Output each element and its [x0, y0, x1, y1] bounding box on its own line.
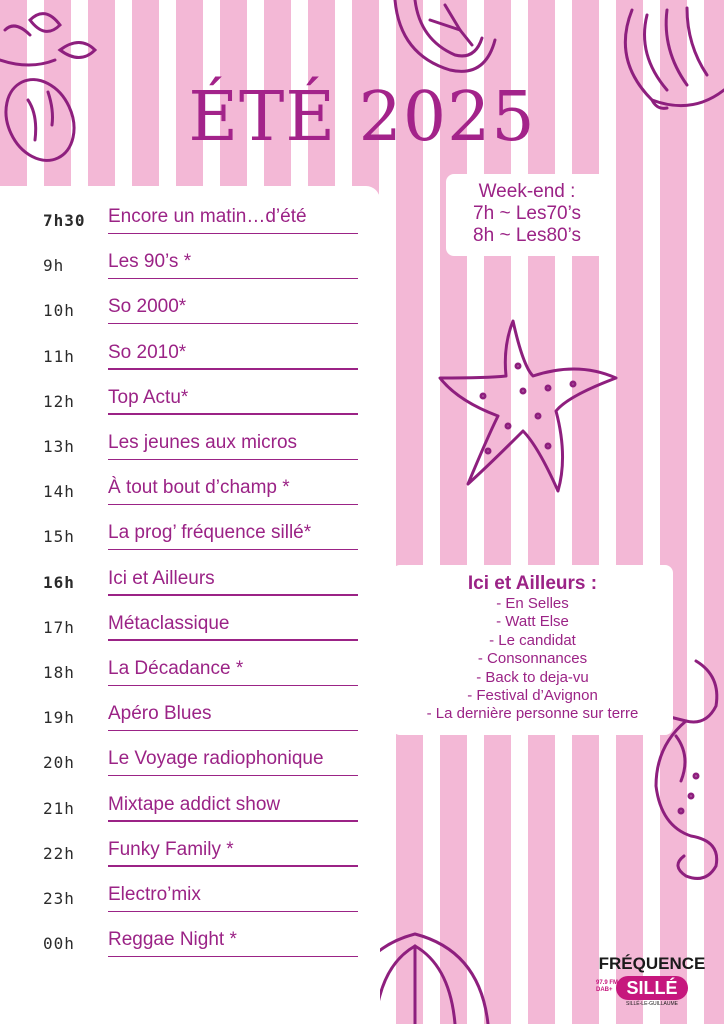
schedule-row: [0, 691, 380, 731]
schedule-time: 16h: [43, 572, 75, 592]
logo-dab: DAB+: [596, 987, 613, 993]
schedule-show-title: Ici et Ailleurs: [108, 567, 215, 589]
schedule-underline: [108, 233, 358, 235]
schedule-time: 00h: [43, 934, 75, 954]
orange-slice-illustration: [390, 0, 500, 80]
schedule-row: [0, 556, 380, 596]
schedule-show-title: Métaclassique: [108, 612, 230, 634]
schedule-show-title: Les jeunes aux micros: [108, 432, 298, 453]
schedule-underline: [108, 956, 358, 958]
ici-ailleurs-item: - Consonnances: [477, 650, 588, 668]
page-title: ÉTÉ 2025: [188, 78, 536, 157]
schedule-show-title: À tout bout d’champ *: [108, 477, 290, 499]
logo-name-pill: SILLÉ: [616, 976, 687, 1000]
ici-ailleurs-item: - Back to deja-vu: [476, 668, 589, 686]
schedule-underline: [108, 368, 358, 370]
ici-ailleurs-info-box: [392, 565, 673, 735]
schedule-show-title: Apéro Blues: [108, 703, 212, 725]
weekend-line: 8h ~ Les80’s: [473, 225, 581, 246]
schedule-time: 10h: [43, 301, 75, 321]
schedule-time: 9h: [43, 256, 65, 276]
ici-ailleurs-item: - Le candidat: [489, 631, 576, 649]
schedule-underline: [108, 865, 358, 867]
logo-frequency-block: [596, 980, 618, 994]
schedule-time: 23h: [43, 889, 75, 908]
schedule-panel: [0, 186, 380, 1024]
weekend-line: 7h ~ Les70’s: [473, 203, 581, 224]
schedule-underline: [108, 639, 358, 641]
schedule-row: [0, 782, 380, 822]
schedule-show-title: La prog’ fréquence sillé*: [108, 522, 312, 544]
schedule-underline: [108, 775, 358, 777]
schedule-row: [0, 646, 380, 686]
schedule-row: [0, 194, 380, 234]
ici-ailleurs-item: - La dernière personne sur terre: [426, 705, 639, 723]
schedule-show-title: So 2000*: [108, 296, 187, 318]
schedule-underline: [108, 504, 358, 506]
schedule-underline: [108, 685, 358, 687]
schedule-time: 19h: [43, 708, 75, 728]
schedule-time: 7h30: [43, 211, 86, 230]
schedule-underline: [108, 730, 358, 732]
schedule-show-title: So 2010*: [108, 341, 187, 363]
schedule-row: [0, 736, 380, 776]
schedule-row: [0, 510, 380, 550]
schedule-underline: [108, 323, 358, 325]
schedule-time: 15h: [43, 527, 75, 547]
schedule-show-title: La Décadance *: [108, 658, 244, 679]
schedule-time: 12h: [43, 391, 75, 411]
schedule-time: 22h: [43, 843, 75, 863]
ici-ailleurs-item: - Watt Else: [496, 613, 569, 631]
schedule-time: 21h: [43, 798, 75, 818]
schedule-row: [0, 872, 380, 912]
logo-frequency: 97.9 FM: [596, 980, 619, 986]
schedule-time: 11h: [43, 346, 75, 366]
schedule-underline: [108, 911, 358, 913]
schedule-row: [0, 375, 380, 415]
schedule-row: [0, 420, 380, 460]
schedule-show-title: Les 90’s *: [108, 251, 192, 273]
schedule-underline: [108, 459, 358, 461]
ici-ailleurs-heading: Ici et Ailleurs :: [467, 573, 598, 594]
schedule-show-title: Top Actu*: [108, 386, 189, 408]
schedule-underline: [108, 820, 358, 822]
schedule-show-title: Mixtape addict show: [108, 793, 281, 815]
frequence-sille-logo: [596, 954, 708, 1020]
weekend-info-box: [446, 174, 608, 256]
schedule-show-title: Reggae Night *: [108, 929, 237, 951]
schedule-show-title: Le Voyage radiophonique: [108, 748, 324, 770]
weekend-heading: Week-end :: [478, 181, 576, 202]
schedule-show-title: Electro’mix: [108, 884, 201, 905]
schedule-underline: [108, 549, 358, 551]
schedule-row: [0, 465, 380, 505]
schedule-time: 20h: [43, 753, 75, 773]
ici-ailleurs-item: - En Selles: [496, 595, 569, 612]
schedule-row: [0, 601, 380, 641]
schedule-row: [0, 284, 380, 324]
logo-town: SILLÉ-LE-GUILLAUME: [626, 1001, 678, 1007]
schedule-underline: [108, 413, 358, 415]
schedule-row: [0, 827, 380, 867]
schedule-row: [0, 330, 380, 370]
schedule-underline: [108, 594, 358, 596]
starfish-illustration: [438, 316, 618, 496]
schedule-show-title: Encore un matin…d’été: [108, 206, 307, 227]
ici-ailleurs-item: - Festival d’Avignon: [467, 687, 598, 705]
schedule-row: [0, 917, 380, 957]
schedule-time: 18h: [43, 663, 75, 682]
schedule-row: [0, 239, 380, 279]
schedule-time: 14h: [43, 482, 75, 502]
schedule-time: 13h: [43, 437, 75, 456]
schedule-time: 17h: [43, 617, 75, 637]
schedule-underline: [108, 278, 358, 280]
schedule-show-title: Funky Family *: [108, 838, 234, 860]
logo-name-top: FRÉQUENCE: [598, 954, 706, 973]
